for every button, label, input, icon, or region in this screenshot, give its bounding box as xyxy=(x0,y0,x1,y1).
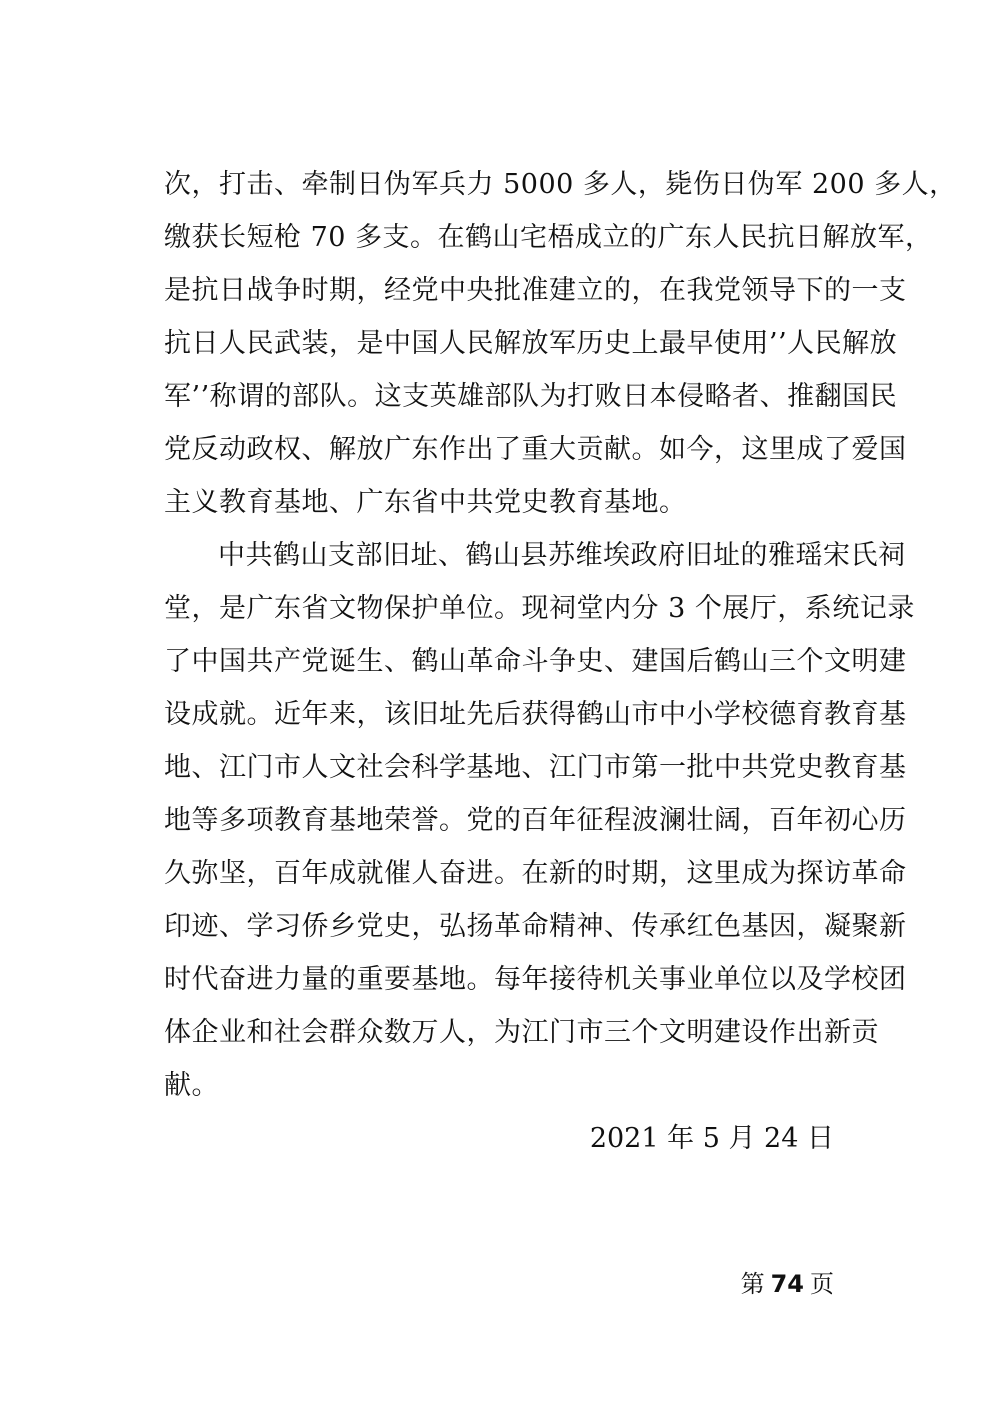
body-line: 军’’称谓的部队。这支英雄部队为打败日本侵略者、推翻国民 xyxy=(164,381,898,412)
page-number xyxy=(741,1268,834,1300)
body-line: 缴获长短枪 70 多支。在鹤山宅梧成立的广东人民抗日解放军， xyxy=(164,222,933,253)
body-line: 地、江门市人文社会科学基地、江门市第一批中共党史教育基 xyxy=(164,752,907,783)
body-line: 是抗日战争时期，经党中央批准建立的，在我党领导下的一支 xyxy=(164,275,907,306)
body-line: 设成就。近年来，该旧址先后获得鹤山市中小学校德育教育基 xyxy=(164,699,907,730)
body-line: 印迹、学习侨乡党史，弘扬革命精神、传承红色基因，凝聚新 xyxy=(164,911,907,942)
page-number-value: 74 xyxy=(770,1270,804,1298)
body-line: 堂，是广东省文物保护单位。现祠堂内分 3 个展厅，系统记录 xyxy=(164,593,915,624)
body-line: 次，打击、牵制日伪军兵力 5000 多人，毙伤日伪军 200 多人， xyxy=(164,169,957,200)
body-line: 了中国共产党诞生、鹤山革命斗争史、建国后鹤山三个文明建 xyxy=(164,646,907,677)
body-line: 体企业和社会群众数万人，为江门市三个文明建设作出新贡 xyxy=(164,1017,879,1048)
body-line: 抗日人民武装，是中国人民解放军历史上最早使用’’人民解放 xyxy=(164,328,898,359)
document-date: 2021 年 5 月 24 日 xyxy=(589,1123,834,1154)
paragraph-first-line: 中共鹤山支部旧址、鹤山县苏维埃政府旧址的雅瑶宋氏祠 xyxy=(218,540,906,571)
body-line: 地等多项教育基地荣誉。党的百年征程波澜壮阔，百年初心历 xyxy=(164,805,907,836)
body-line: 主义教育基地、广东省中共党史教育基地。 xyxy=(164,487,687,518)
body-line: 时代奋进力量的重要基地。每年接待机关事业单位以及学校团 xyxy=(164,964,907,995)
body-line: 久弥坚，百年成就催人奋进。在新的时期，这里成为探访革命 xyxy=(164,858,907,889)
body-line: 党反动政权、解放广东作出了重大贡献。如今，这里成了爱国 xyxy=(164,434,907,465)
body-line: 献。 xyxy=(164,1070,219,1101)
page-number-prefix: 第 xyxy=(740,1270,765,1298)
page-number-suffix: 页 xyxy=(810,1270,834,1298)
